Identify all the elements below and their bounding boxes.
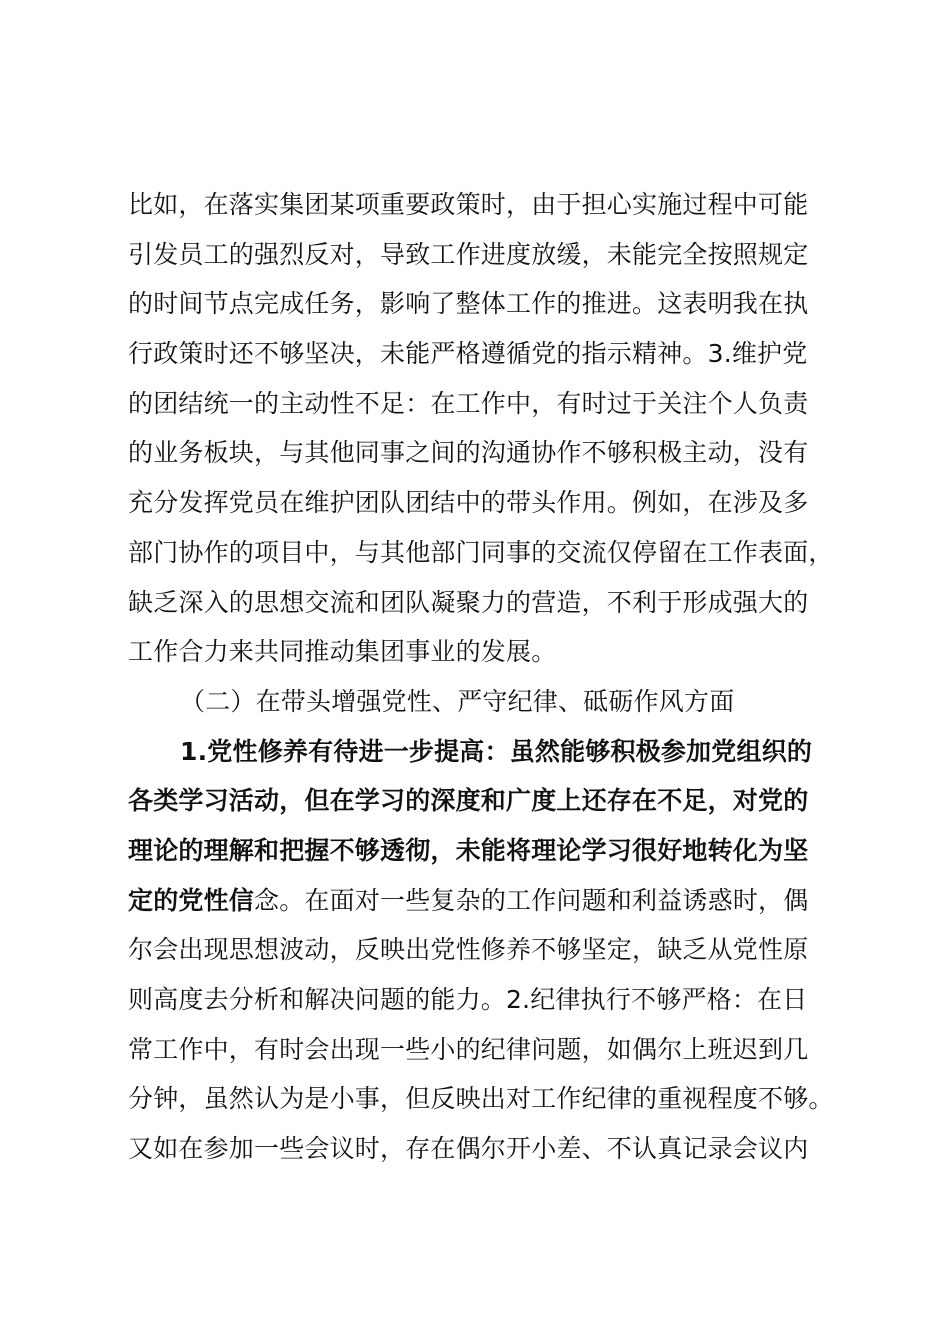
bold-paragraph-line: 各类学习活动，但在学习的深度和广度上还存在不足，对党的 xyxy=(128,786,809,816)
body-line: 常工作中，有时会出现一些小的纪律问题，如偶尔上班迟到几 xyxy=(128,1034,809,1064)
mixed-line xyxy=(128,876,848,926)
body-line: 引发员工的强烈反对，导致工作进度放缓，未能完全按照规定 xyxy=(128,239,809,269)
body-line: 工作合力来共同推动集团事业的发展。 xyxy=(128,637,557,667)
bold-paragraph-line: 理论的理解和把握不够透彻，未能将理论学习很好地转化为坚 xyxy=(128,835,809,865)
regular-fragment: 念。在面对一些复杂的工作问题和利益诱惑时，偶 xyxy=(254,885,809,915)
bold-fragment: 定的党性信 xyxy=(128,885,255,915)
body-line: 的时间节点完成任务，影响了整体工作的推进。这表明我在执 xyxy=(128,289,809,319)
body-line: 充分发挥党员在维护团队团结中的带头作用。例如，在涉及多 xyxy=(128,488,809,518)
body-line: 比如，在落实集团某项重要政策时，由于担心实施过程中可能 xyxy=(128,190,809,219)
body-line: 分钟，虽然认为是小事，但反映出对工作纪律的重视程度不够。 xyxy=(128,1084,834,1114)
body-line: 的团结统一的主动性不足：在工作中，有时过于关注个人负责 xyxy=(128,388,809,418)
body-line: 部门协作的项目中，与其他部门同事的交流仅停留在工作表面， xyxy=(128,537,834,567)
document-body xyxy=(128,180,848,1174)
body-line: 尔会出现思想波动，反映出党性修养不够坚定，缺乏从党性原 xyxy=(128,935,809,965)
body-line: 行政策时还不够坚决，未能严格遵循党的指示精神。3.维护党 xyxy=(128,339,808,369)
body-line: 缺乏深入的思想交流和团队凝聚力的营造，不利于形成强大的 xyxy=(128,587,809,617)
body-line: 则高度去分析和解决问题的能力。2.纪律执行不够严格：在日 xyxy=(128,985,808,1014)
body-line: 又如在参加一些会议时，存在偶尔开小差、不认真记录会议内 xyxy=(128,1134,809,1164)
section-heading: （二）在带头增强党性、严守纪律、砥砺作风方面 xyxy=(180,686,735,716)
body-line: 的业务板块，与其他同事之间的沟通协作不够积极主动，没有 xyxy=(128,438,809,468)
bold-paragraph-line: 1.党性修养有待进一步提高：虽然能够积极参加党组织的 xyxy=(180,736,813,766)
